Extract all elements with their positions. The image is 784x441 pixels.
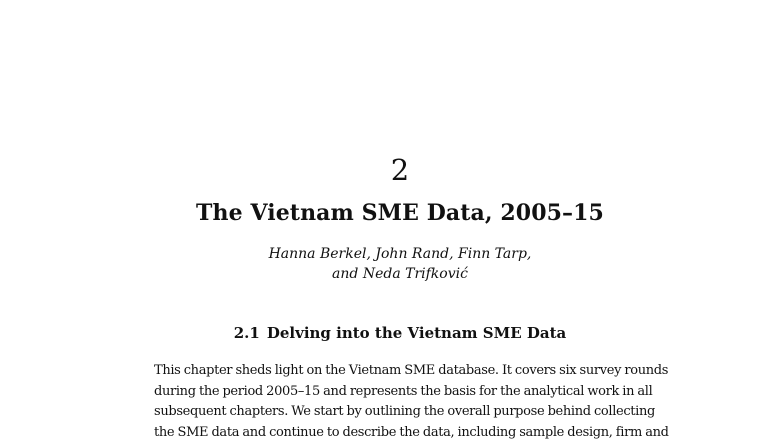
chapter-number: 2: [390, 153, 410, 187]
authors-line-2: and Neda Trifković: [332, 266, 468, 282]
body-line: the SME data and continue to describe the data, including sample design, firm and: [154, 424, 669, 440]
body-line: subsequent chapters. We start by outlining the overall purpose behind collecting: [154, 404, 655, 419]
section-heading: [0, 322, 784, 344]
chapter-title: The Vietnam SME Data, 2005–15: [196, 200, 604, 226]
chapter-authors: [0, 244, 784, 284]
authors-line-1: Hanna Berkel, John Rand, Finn Tarp,: [268, 246, 532, 262]
body-line: This chapter sheds light on the Vietnam SME database. It covers six survey rounds: [154, 363, 669, 378]
body-paragraph: [154, 361, 669, 441]
section-title: Delving into the Vietnam SME Data: [266, 324, 567, 342]
body-line: during the period 2005–15 and represents the basis for the analytical work in all: [154, 383, 653, 399]
section-number: 2.1: [233, 324, 260, 342]
